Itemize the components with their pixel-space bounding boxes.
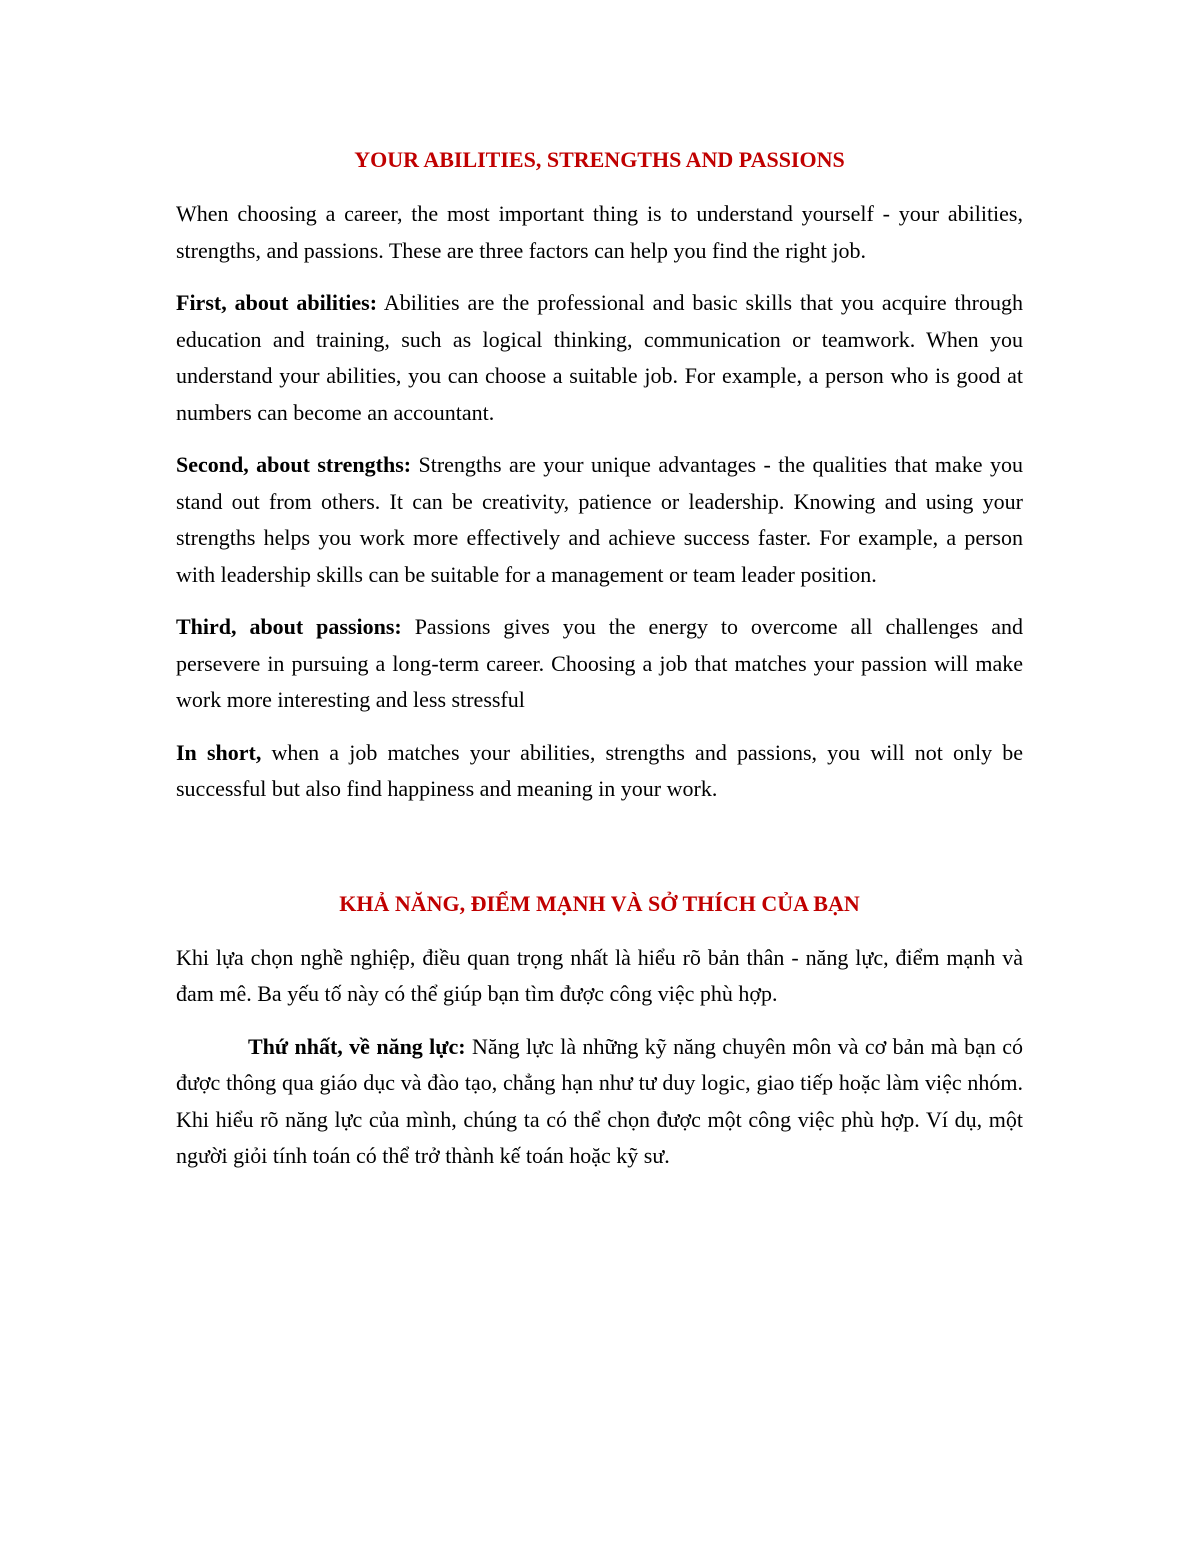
vietnamese-abilities-lead: Thứ nhất, về năng lực: [248, 1033, 466, 1059]
summary-lead: In short, [176, 739, 262, 765]
english-intro: When choosing a career, the most important thing is to understand yourself - your abilities, strengths, and passions. These are three factors can help you find the right job. [176, 201, 1023, 263]
summary-text: when a job matches your abilities, strengths and passions, you will not only be successful but also find happiness and meaning in your work. [176, 739, 1023, 801]
english-passions-paragraph [176, 609, 1023, 719]
english-abilities-paragraph [176, 285, 1023, 431]
document-page [176, 140, 1023, 1191]
abilities-text: Abilities are the professional and basic skills that you acquire through education and training, such as logical thinking, communication or teamwork. When you understand your abilities, you can choose a suitable job. For example, a person who is good at numbers can become an accountant. [176, 290, 1023, 425]
english-summary-paragraph [176, 735, 1023, 808]
vietnamese-abilities-text: Năng lực là những kỹ năng chuyên môn và cơ bản mà bạn có được thông qua giáo dục và đào tạo, chẳng hạn như tư duy logic, giao tiếp hoặc làm việc nhóm. Khi hiểu rõ năng lực của mình, chúng ta có thể chọn được một công việc phù hợp. Ví dụ, một người giỏi tính toán có thể trở thành kế toán hoặc kỹ sư. [176, 1033, 1023, 1168]
abilities-lead: First, about abilities: [176, 290, 378, 315]
passions-text: Passions gives you the energy to overcome all challenges and persevere in pursuing a long-term career. Choosing a job that matches your passion will make work more interesting and less stressful [176, 614, 1023, 712]
vietnamese-title: KHẢ NĂNG, ĐIỂM MẠNH VÀ SỞ THÍCH CỦA BẠN [339, 890, 860, 916]
vietnamese-intro: Khi lựa chọn nghề nghiệp, điều quan trọng nhất là hiểu rõ bản thân - năng lực, điểm mạnh và đam mê. Ba yếu tố này có thể giúp bạn tìm được công việc phù hợp. [176, 944, 1023, 1006]
english-title: YOUR ABILITIES, STRENGTHS AND PASSIONS [354, 147, 845, 172]
strengths-text: Strengths are your unique advantages - the qualities that make you stand out from others. It can be creativity, patience or leadership. Knowing and using your strengths helps you work more effectively and achieve success faster. For example, a person with leadership skills can be suitable for a management or team leader position. [176, 452, 1023, 587]
strengths-lead: Second, about strengths: [176, 452, 412, 477]
english-strengths-paragraph [176, 447, 1023, 593]
vietnamese-abilities-paragraph [176, 1029, 1023, 1175]
passions-lead: Third, about passions: [176, 614, 402, 639]
